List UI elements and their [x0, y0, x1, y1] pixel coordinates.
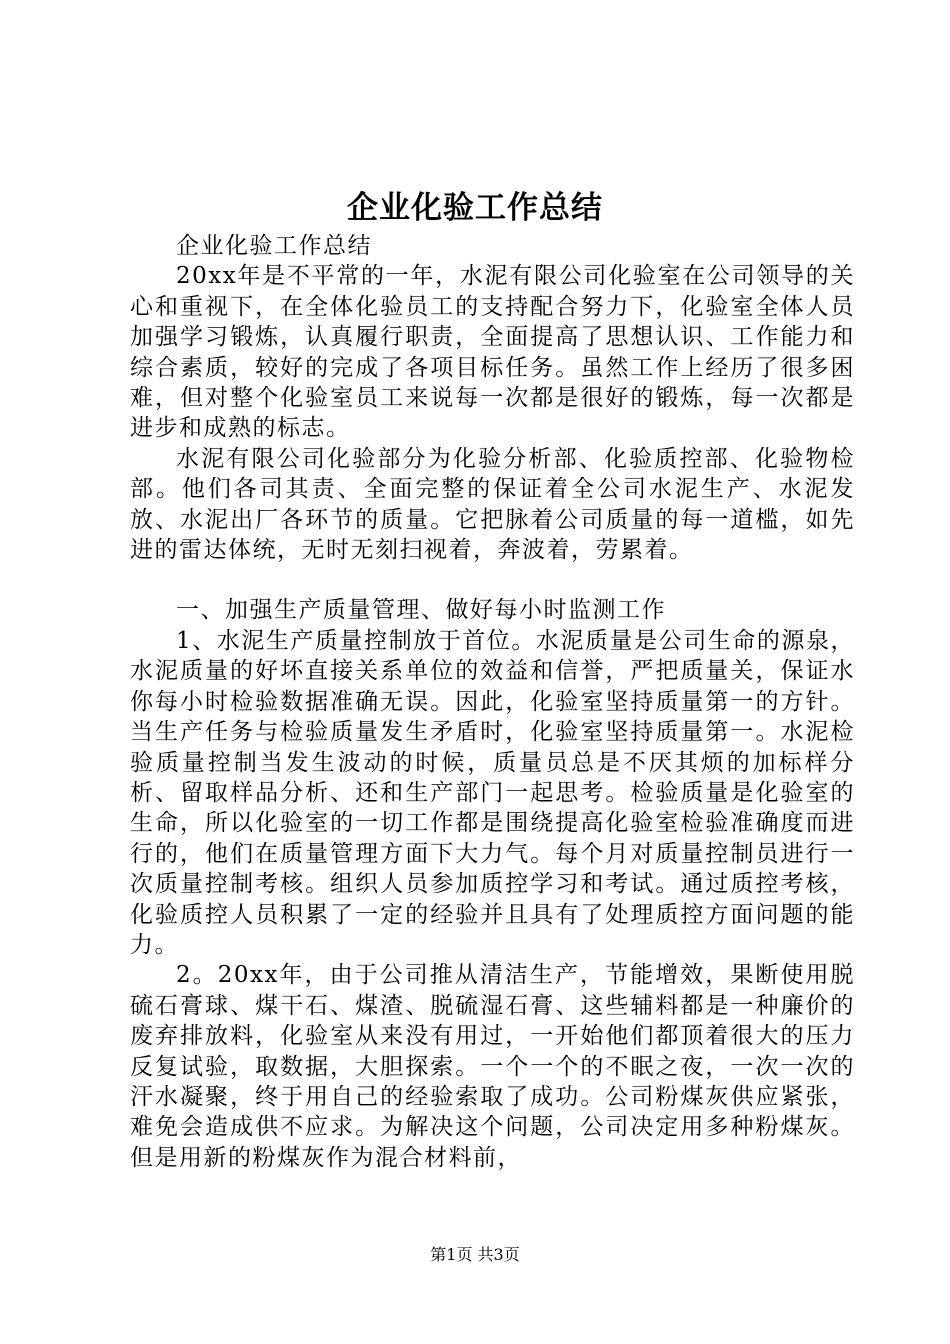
- page-footer: 第1页 共3页: [430, 1245, 520, 1264]
- document-body: [130, 231, 855, 1173]
- paragraph-heading: 企业化验工作总结: [176, 233, 372, 259]
- document-title: 企业化验工作总结: [347, 190, 603, 226]
- paragraph-intro: 20xx年是不平常的一年，水泥有限公司化验室在公司领导的关心和重视下，在全体化验员工的支持配合努力下，化验室全体人员加强学习锻炼，认真履行职责，全面提高了思想认识、工作能力和综合素质，较好的完成了各项目标任务。虽然工作上经历了很多困难，但对整个化验室员工来说每一次都是很好的锻炼，每一次都是进步和成熟的标志。: [130, 263, 855, 442]
- paragraph-item-1: 1、水泥生产质量控制放于首位。水泥质量是公司生命的源泉，水泥质量的好坏直接关系单位的效益和信誉，严把质量关，保证水你每小时检验数据准确无误。因此，化验室坚持质量第一的方针。当生产任务与检验质量发生矛盾时，化验室坚持质量第一。水泥检验质量控制当发生波动的时候，质量员总是不厌其烦的加标样分析、留取样品分析、还和生产部门一起思考。检验质量是化验室的生命，所以化验室的一切工作都是围绕提高化验室检验准确度而进行的，他们在质量管理方面下大力气。每个月对质量控制员进行一次质量控制考核。组织人员参加质控学习和考试。通过质控考核，化验质控人员积累了一定的经验并且具有了处理质控方面问题的能力。: [130, 627, 855, 958]
- paragraph-departments: 水泥有限公司化验部分为化验分析部、化验质控部、化验物检部。他们各司其责、全面完整的保证着全公司水泥生产、水泥发放、水泥出厂各环节的质量。它把脉着公司质量的每一道槛，如先进的雷达体统，无时无刻扫视着，奔波着，劳累着。: [130, 445, 855, 564]
- paragraph-item-2: 2。20xx年，由于公司推从清洁生产，节能增效，果断使用脱硫石膏球、煤干石、煤渣、脱硫湿石膏、这些辅料都是一种廉价的废弃排放料，化验室从来没有用过，一开始他们都顶着很大的压力反复试验，取数据，大胆探索。一个一个的不眠之夜，一次一次的汗水凝聚，终于用自己的经验索取了成功。公司粉煤灰供应紧张，难免会造成供不应求。为解决这个问题，公司决定用多种粉煤灰。但是用新的粉煤灰作为混合材料前，: [130, 962, 855, 1171]
- section-heading: 一、加强生产质量管理、做好每小时监测工作: [176, 597, 666, 624]
- paragraph-spacer: [130, 565, 855, 595]
